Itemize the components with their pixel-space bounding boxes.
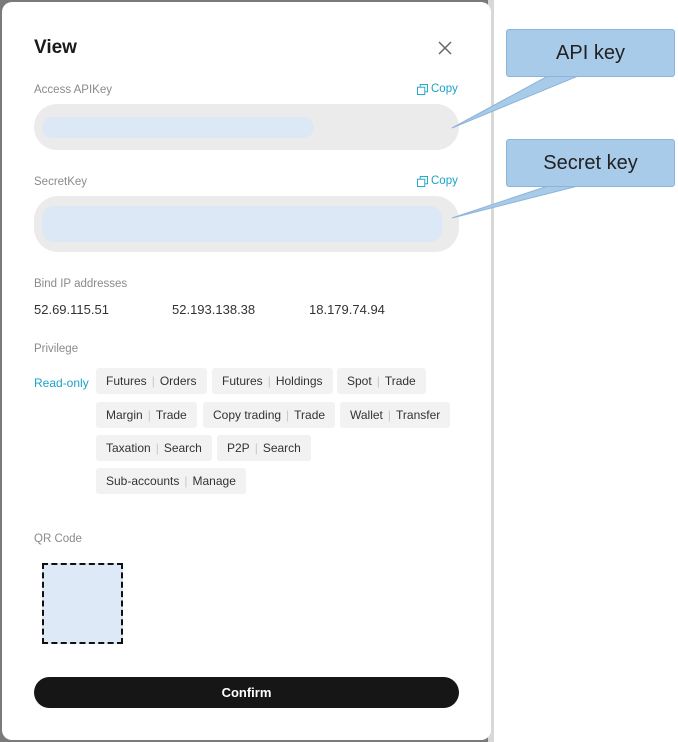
permission-chip: Sub-accounts | Manage	[96, 468, 246, 494]
dialog-title: View	[34, 37, 77, 58]
permission-chip: P2P | Search	[217, 435, 311, 461]
copy-label: Copy	[431, 175, 458, 187]
secret-key-callout: Secret key	[506, 139, 675, 187]
permission-chip: Spot | Trade	[337, 368, 426, 394]
secret-key-callout-pointer	[452, 186, 578, 218]
privilege-label: Privilege	[34, 343, 79, 355]
permission-chip: Wallet | Transfer	[340, 402, 450, 428]
copy-label: Copy	[431, 83, 458, 95]
api-key-callout-pointer	[452, 76, 578, 128]
ip-address: 52.69.115.51	[34, 302, 109, 317]
ip-address: 18.179.74.94	[309, 302, 385, 317]
api-key-callout: API key	[506, 29, 675, 77]
bind-ip-label: Bind IP addresses	[34, 278, 128, 290]
permission-chip: Margin | Trade	[96, 402, 197, 428]
permission-chip: Futures | Holdings	[212, 368, 333, 394]
access-key-label: Access APIKey	[34, 84, 112, 96]
qr-code-label: QR Code	[34, 533, 82, 545]
confirm-button[interactable]: Confirm	[34, 677, 459, 708]
secret-key-label: SecretKey	[34, 176, 88, 188]
privilege-mode: Read-only	[34, 376, 89, 390]
permission-chip: Futures | Orders	[96, 368, 207, 394]
permission-chip: Taxation | Search	[96, 435, 212, 461]
permission-chip: Copy trading | Trade	[203, 402, 335, 428]
ip-address: 52.193.138.38	[172, 302, 256, 317]
